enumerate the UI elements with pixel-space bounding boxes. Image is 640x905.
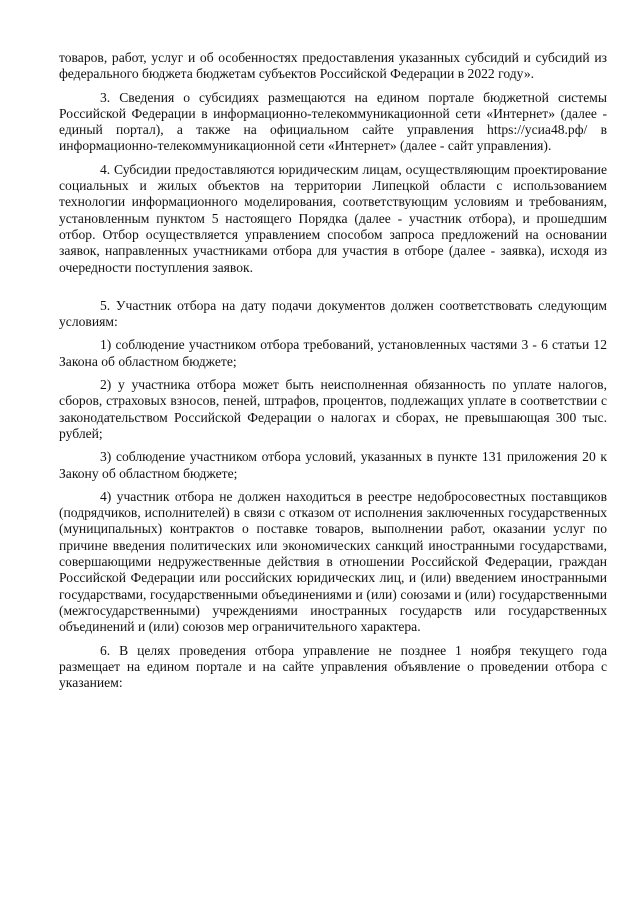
paragraph-4: 4. Субсидии предоставляются юридическим лицам, осуществляющим проектирование социальных и жилых объектов на территории Липецкой области с использованием технологии информационного моделирования, соответствующим условиям и требованиям, установленным пунктом 5 настоящего Порядка (далее - участник отбора), и прошедшим отбор. Отбор осуществляется управлением способом запроса предложений на основании заявок, направленных участниками отбора для участия в отборе (далее - заявка), исходя из очередности поступления заявок.: [59, 161, 607, 275]
paragraph-5: 5. Участник отбора на дату подачи документов должен соответствовать следующим условиям:: [59, 297, 607, 330]
paragraph-5-item-2: 2) у участника отбора может быть неисполненная обязанность по уплате налогов, сборов, страховых взносов, пеней, штрафов, процентов, подлежащих уплате в соответствии с законодательством Российской Федерации о налогах и сборах, не превышающая 300 тыс. рублей;: [59, 377, 607, 441]
paragraph-5-item-3: 3) соблюдение участником отбора условий, указанных в пункте 131 приложения 20 к Закону об областном бюджете;: [59, 449, 607, 481]
paragraph-3: 3. Сведения о субсидиях размещаются на едином портале бюджетной системы Российской Федерации в информационно-телекоммуникационной сети «Интернет» (далее - единый портал), а также на официальном сайте управления https://ycиа48.рф/ в информационно-телекоммуникационной сети «Интернет» (далее - сайт управления).: [59, 89, 607, 154]
document-page: [59, 50, 607, 698]
paragraph-5-item-4: 4) участник отбора не должен находиться в реестре недобросовестных поставщиков (подрядчиков, исполнителей) в связи с отказом от исполнения заключенных государственных (муниципальных) контрактов о поставке товаров, выполнении работ, оказании услуг по причине введения политических или экономических санкций иностранными государствами, совершающими недружественные действия в отношении Российской Федерации, граждан Российской Федерации или российских юридических лиц, и (или) введением иностранными государствами, государственными объединениями и (или) союзами и (или) государственными (межгосударственными) учреждениями иностранных государств или государственных объединений и (или) союзов мер ограничительного характера.: [59, 488, 607, 635]
paragraph-continuation: товаров, работ, услуг и об особенностях предоставления указанных субсидий и субсидий из федерального бюджета бюджетам субъектов Российской Федерации в 2022 году».: [59, 50, 607, 82]
paragraph-5-item-1: 1) соблюдение участником отбора требований, установленных частями 3 - 6 статьи 12 Закона об областном бюджете;: [59, 337, 607, 369]
paragraph-6: 6. В целях проведения отбора управление не позднее 1 ноября текущего года размещает на едином портале и на сайте управления объявление о проведении отбора с указанием:: [59, 642, 607, 691]
